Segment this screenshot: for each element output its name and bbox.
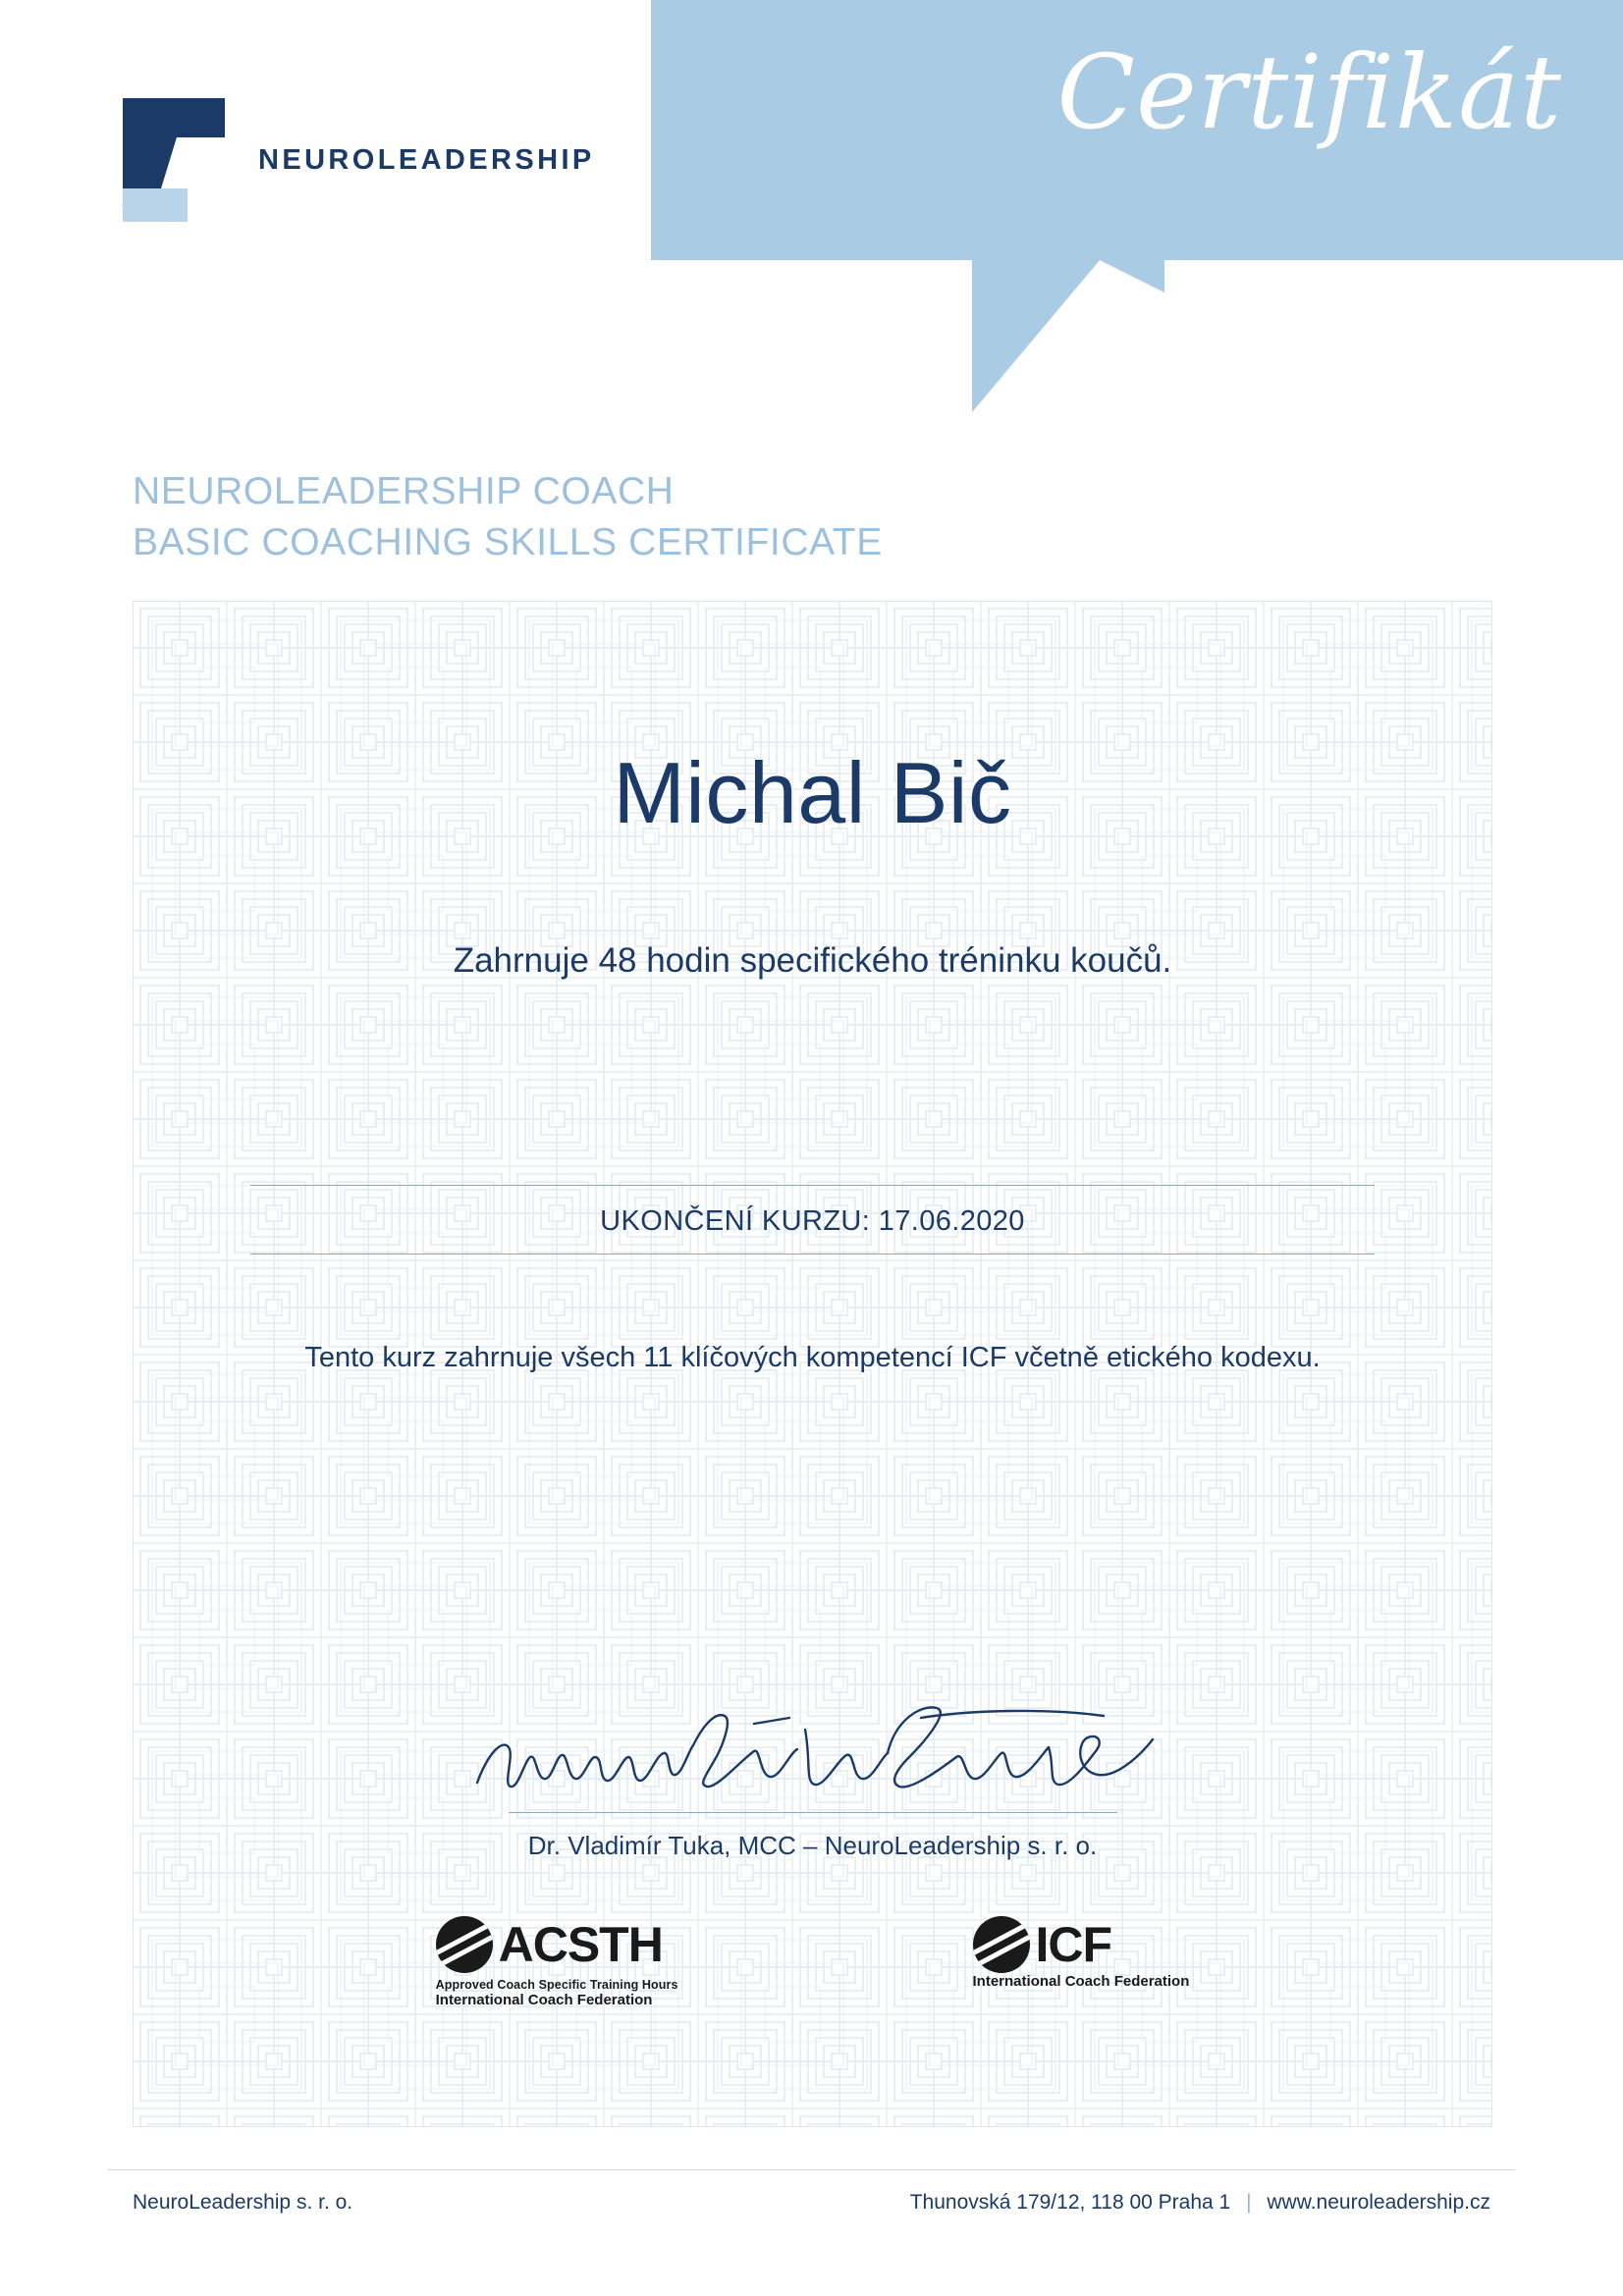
acsth-globe-icon bbox=[436, 1916, 493, 1973]
acsth-name: ACSTH bbox=[498, 1917, 663, 1972]
signature-block bbox=[460, 1700, 1166, 1861]
divider-bottom bbox=[250, 1254, 1375, 1255]
signatory-name: Dr. Vladimír Tuka, MCC – NeuroLeadership s. r. o. bbox=[527, 1831, 1098, 1860]
banner-notch-shape bbox=[1100, 260, 1164, 293]
recipient-name: Michal Bič bbox=[613, 744, 1012, 841]
icf-name: ICF bbox=[1035, 1917, 1112, 1972]
footer-company: NeuroLeadership s. r. o. bbox=[133, 2191, 353, 2214]
brand-logo bbox=[123, 98, 595, 222]
completion-date-block bbox=[250, 1185, 1375, 1255]
footer-address: Thunovská 179/12, 118 00 Praha 1 bbox=[909, 2191, 1231, 2214]
banner-title: Certifikát bbox=[1056, 32, 1562, 152]
footer-separator: | bbox=[1246, 2191, 1252, 2214]
icf-seal-icon bbox=[973, 1916, 1190, 2008]
page-footer bbox=[133, 2191, 1490, 2215]
accreditation-logos bbox=[133, 1916, 1492, 2008]
document-title-line-2: BASIC COACHING SKILLS CERTIFICATE bbox=[133, 520, 883, 563]
document-title-line-1: NEUROLEADERSHIP COACH bbox=[133, 470, 675, 512]
certificate-note: Tento kurz zahrnuje všech 11 klíčových kompetencí ICF včetně etického kodexu. bbox=[304, 1342, 1321, 1373]
acsth-sub2: International Coach Federation bbox=[435, 1992, 653, 2008]
icf-globe-icon bbox=[973, 1916, 1030, 1973]
acsth-seal-icon bbox=[436, 1916, 678, 2008]
certificate-subtitle: Zahrnuje 48 hodin specifického tréninku koučů. bbox=[453, 941, 1172, 980]
document-titles bbox=[133, 466, 883, 568]
brand-name: NEUROLEADERSHIP bbox=[258, 143, 595, 176]
footer-contact bbox=[900, 2191, 1490, 2215]
footer-website[interactable]: www.neuroleadership.cz bbox=[1267, 2191, 1490, 2214]
completion-date: UKONČENÍ KURZU: 17.06.2020 bbox=[600, 1205, 1025, 1237]
neuroleadership-logo-icon bbox=[123, 98, 225, 222]
page-header bbox=[0, 0, 1623, 260]
footer-divider bbox=[108, 2169, 1515, 2170]
certificate-body bbox=[133, 601, 1492, 2127]
certificate-banner bbox=[651, 0, 1623, 260]
banner-tail-shape bbox=[972, 260, 1100, 412]
handwritten-signature-icon bbox=[460, 1700, 1166, 1808]
acsth-sub1: Approved Coach Specific Training Hours bbox=[435, 1978, 678, 1992]
icf-sub2: International Coach Federation bbox=[972, 1973, 1190, 1990]
